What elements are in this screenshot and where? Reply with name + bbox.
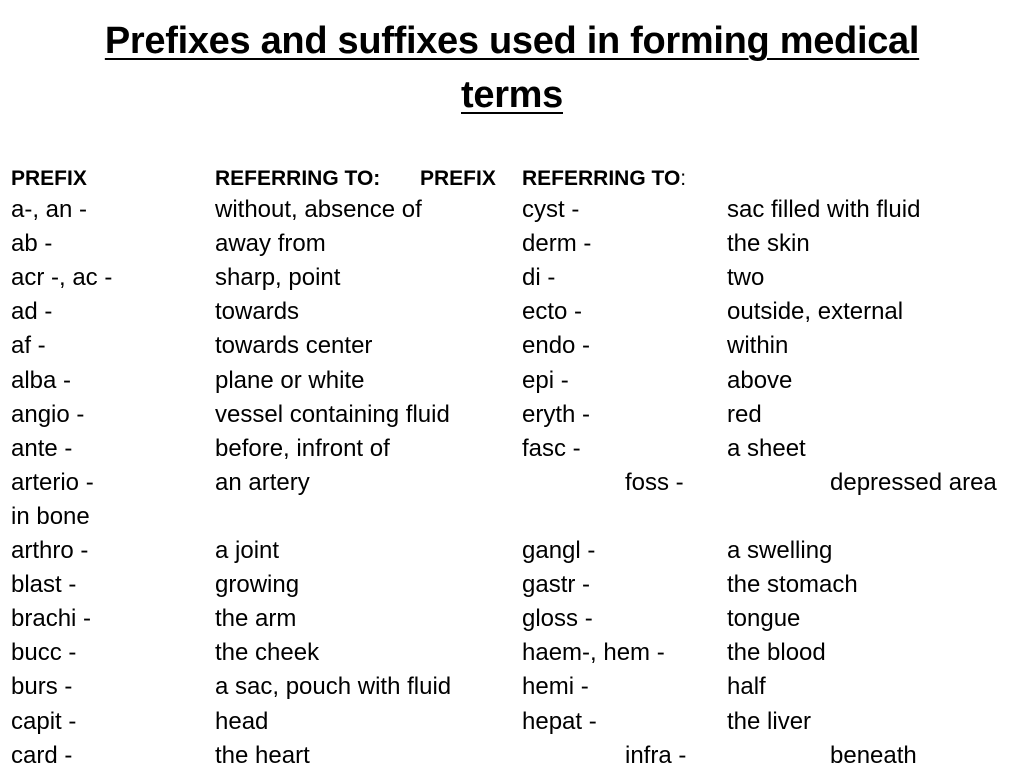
- left-meaning-cell: towards center: [215, 332, 373, 360]
- right-meaning-cell: tongue: [727, 605, 801, 633]
- left-meaning-cell: growing: [215, 571, 300, 599]
- left-meaning-cell: without, absence of: [215, 196, 422, 223]
- header-prefix-right: PREFIX: [420, 167, 496, 190]
- right-prefix-cell: epi -: [522, 366, 569, 394]
- right-prefix-cell: hemi -: [522, 673, 589, 701]
- left-prefix-cell: alba -: [11, 366, 72, 394]
- page-title: [0, 14, 1024, 122]
- right-prefix-cell: di -: [522, 264, 556, 292]
- right-meaning-cell: depressed area: [830, 468, 997, 496]
- title-line-1: Prefixes and suffixes used in forming medical: [104, 20, 920, 62]
- right-prefix-cell: ecto -: [522, 298, 583, 326]
- left-prefix-cell: acr -, ac -: [11, 264, 113, 292]
- left-prefix-cell: ad -: [11, 298, 53, 326]
- right-prefix-cell: endo -: [522, 332, 591, 360]
- left-meaning-cell: head: [215, 707, 269, 735]
- left-meaning-cell: the heart: [215, 741, 310, 769]
- right-prefix-cell: derm -: [522, 230, 592, 258]
- header-referring-left: REFERRING TO:: [215, 167, 381, 190]
- right-meaning-cell: the blood: [727, 639, 826, 667]
- right-meaning-cell: half: [727, 673, 766, 701]
- header-prefix-left: PREFIX: [11, 167, 87, 190]
- right-meaning-cell: sac filled with fluid: [727, 196, 921, 223]
- left-prefix-cell: capit -: [11, 707, 77, 735]
- right-meaning-cell: red: [727, 400, 762, 428]
- right-meaning-cell: above: [727, 366, 793, 394]
- right-prefix-cell: gangl -: [522, 537, 596, 564]
- left-prefix-cell: angio -: [11, 400, 85, 428]
- right-prefix-cell: hepat -: [522, 707, 597, 735]
- right-prefix-cell: haem-, hem -: [522, 639, 665, 667]
- right-meaning-cell: outside, external: [727, 298, 904, 326]
- left-meaning-cell: an artery: [215, 468, 310, 496]
- right-meaning-cell: the stomach: [727, 571, 858, 599]
- left-prefix-cell: card -: [11, 741, 73, 769]
- header-colon: :: [680, 167, 687, 190]
- right-meaning-cell: beneath: [830, 741, 917, 769]
- right-meaning-cell: a swelling: [727, 537, 833, 564]
- left-prefix-cell: arthro -: [11, 537, 89, 564]
- left-prefix-cell: a-, an -: [11, 196, 88, 223]
- left-meaning-cell: towards: [215, 298, 300, 326]
- wrapped-text: in bone: [11, 502, 90, 530]
- right-meaning-cell: within: [727, 332, 789, 360]
- right-prefix-cell: infra -: [625, 741, 687, 769]
- right-meaning-cell: the skin: [727, 230, 810, 258]
- left-prefix-cell: arterio -: [11, 468, 94, 496]
- left-prefix-cell: af -: [11, 332, 46, 360]
- left-meaning-cell: vessel containing fluid: [215, 400, 450, 428]
- header-referring-right-text: REFERRING TO: [522, 167, 681, 190]
- left-meaning-cell: a joint: [215, 537, 280, 564]
- title-line-2: terms: [461, 74, 563, 116]
- right-prefix-cell: gloss -: [522, 605, 593, 633]
- right-meaning-cell: a sheet: [727, 434, 806, 462]
- left-prefix-cell: blast -: [11, 571, 77, 599]
- right-prefix-cell: gastr -: [522, 571, 591, 599]
- left-meaning-cell: before, infront of: [215, 434, 390, 462]
- left-meaning-cell: a sac, pouch with fluid: [215, 673, 452, 701]
- left-meaning-cell: plane or white: [215, 366, 365, 394]
- right-meaning-cell: the liver: [727, 707, 812, 735]
- left-meaning-cell: sharp, point: [215, 264, 341, 292]
- right-prefix-cell: foss -: [625, 468, 684, 496]
- right-prefix-cell: cyst -: [522, 196, 580, 223]
- header-referring-right: [522, 162, 686, 196]
- left-prefix-cell: brachi -: [11, 605, 92, 633]
- left-meaning-cell: away from: [215, 230, 326, 258]
- left-meaning-cell: the cheek: [215, 639, 320, 667]
- left-prefix-cell: ante -: [11, 434, 73, 462]
- left-meaning-cell: the arm: [215, 605, 297, 633]
- left-prefix-cell: ab -: [11, 230, 53, 258]
- right-prefix-cell: eryth -: [522, 400, 591, 428]
- left-prefix-cell: burs -: [11, 673, 73, 701]
- left-prefix-cell: bucc -: [11, 639, 77, 667]
- right-meaning-cell: two: [727, 264, 765, 292]
- right-prefix-cell: fasc -: [522, 434, 581, 462]
